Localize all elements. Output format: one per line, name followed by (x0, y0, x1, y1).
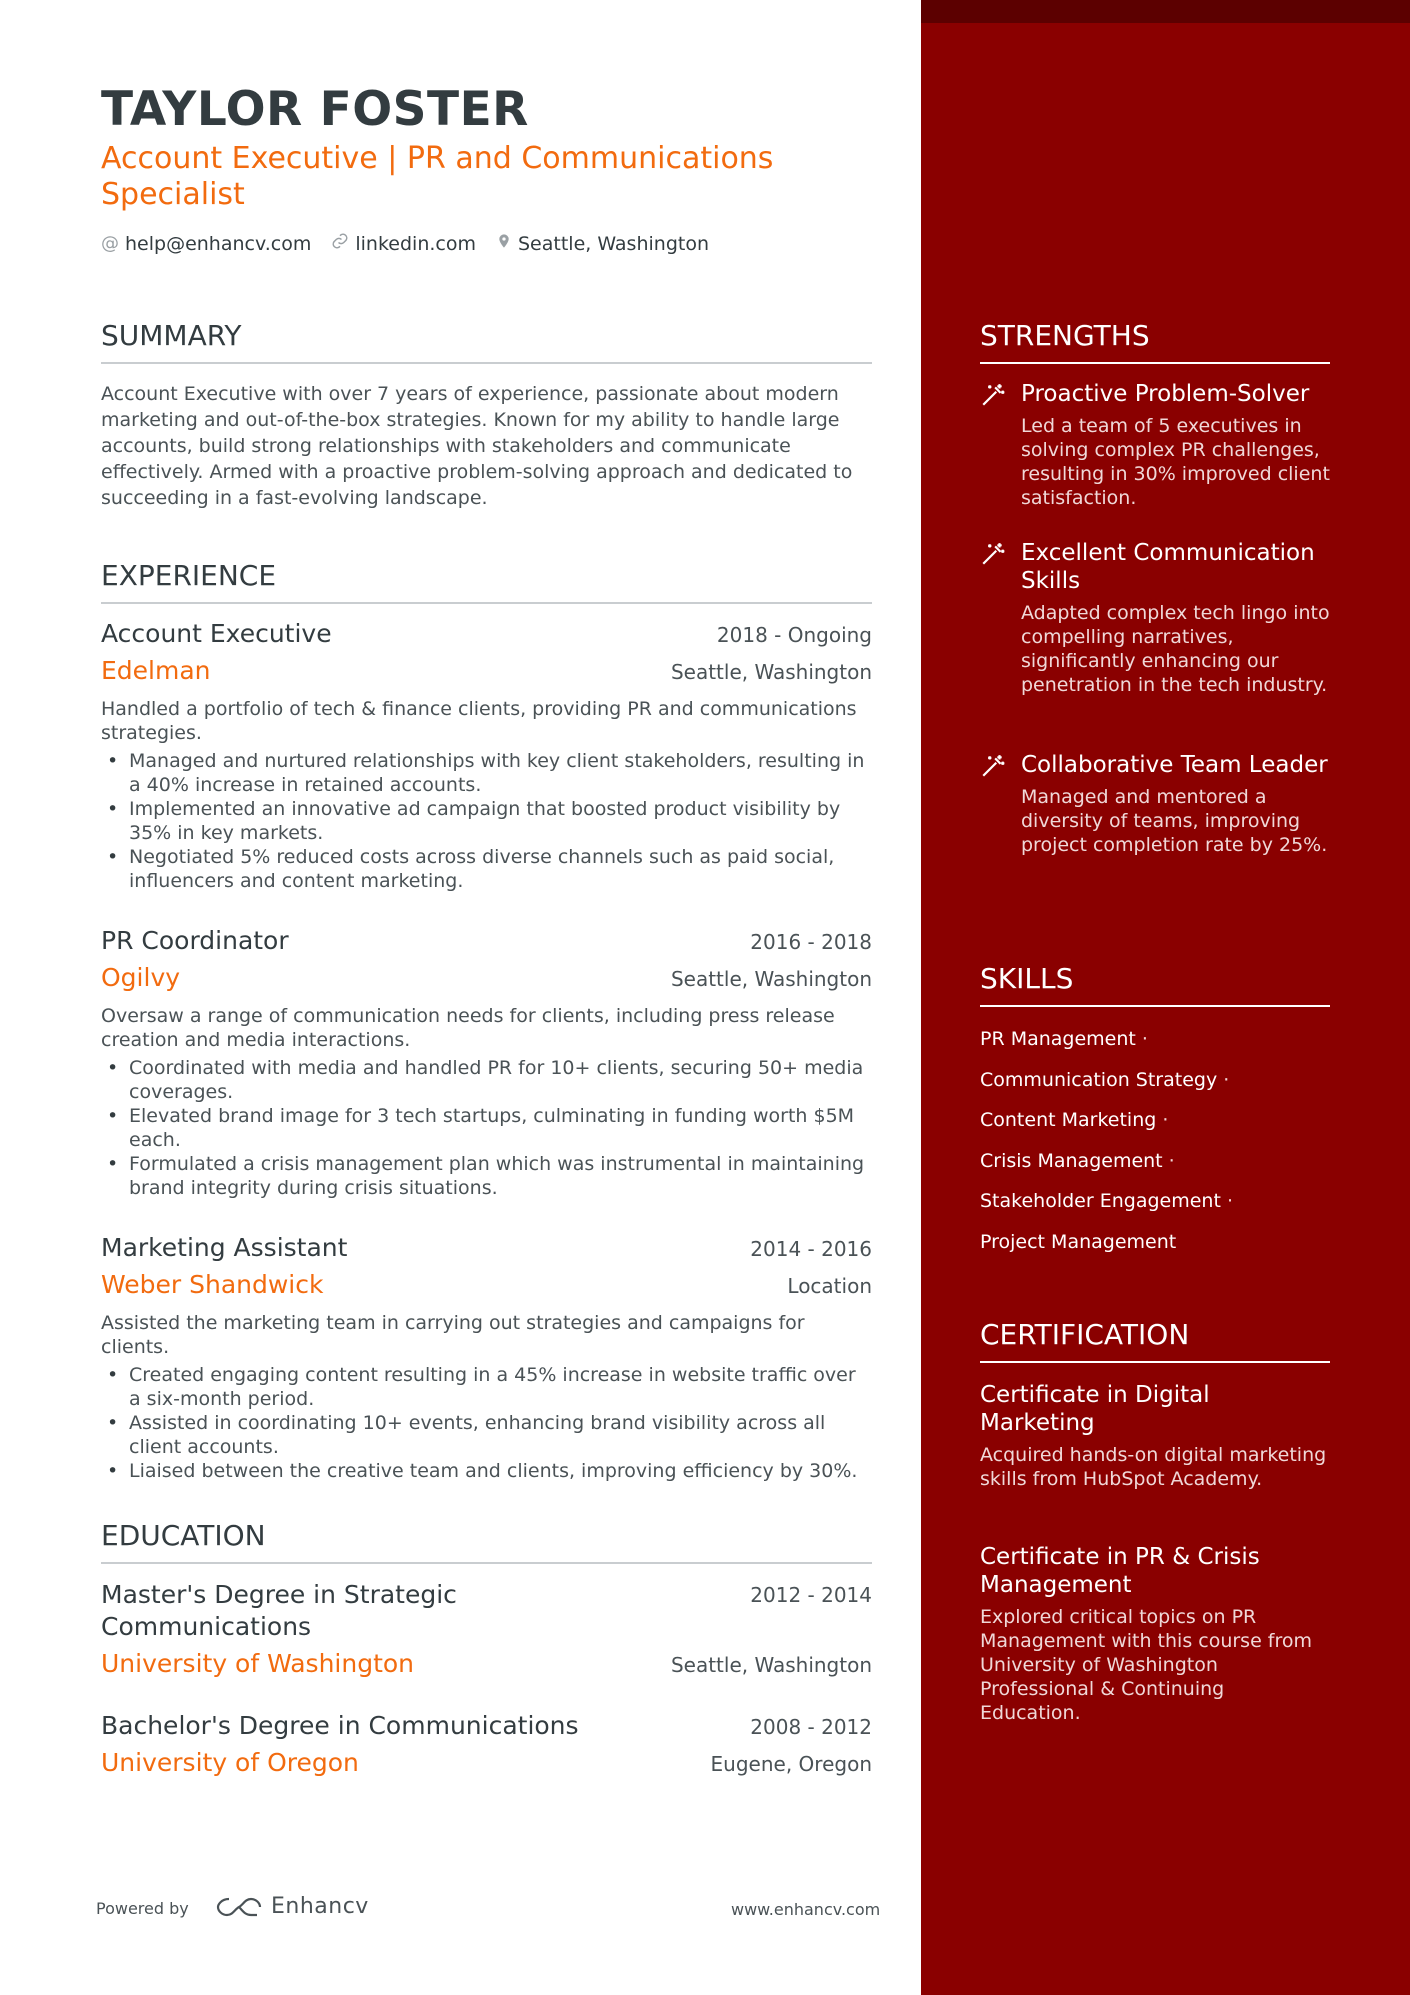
job-role: PR Coordinator (101, 926, 289, 955)
link-icon (331, 232, 349, 255)
skill-label: Crisis Management (980, 1149, 1163, 1172)
experience-item (101, 619, 872, 893)
enhancv-brand: Enhancv (271, 1894, 369, 1919)
edu-location: Seattle, Washington (670, 1653, 872, 1677)
edu-date: 2008 - 2012 (750, 1715, 872, 1739)
skill-item: Crisis Management · (980, 1149, 1175, 1172)
skill-label: Project Management (980, 1230, 1177, 1253)
edu-degree: Bachelor's Degree in Communications (101, 1711, 579, 1740)
job-bullet: • Elevated brand image for 3 tech startups, culminating in funding worth $5M each. (101, 1104, 872, 1152)
summary-heading: SUMMARY (101, 319, 872, 364)
cert-description: Explored critical topics on PR Management with this course from University of Washington Professional & Continuing Education. (980, 1606, 1313, 1724)
candidate-title: Account Executive | PR and Communications Specialist (101, 141, 774, 212)
experience-item (101, 1233, 872, 1483)
skill-label: Stakeholder Engagement (980, 1190, 1221, 1213)
job-role: Account Executive (101, 619, 332, 648)
contact-location-text: Seattle, Washington (518, 232, 709, 255)
edu-location: Eugene, Oregon (710, 1752, 872, 1776)
certification-item (980, 1543, 1330, 1725)
skills-heading: SKILLS (980, 962, 1330, 1007)
strength-item (980, 751, 1330, 857)
job-bullet: • Managed and nurtured relationships with key client stakeholders, resulting in a 40% increase in retained accounts. (101, 749, 872, 797)
strength-title: Collaborative Team Leader (1021, 752, 1328, 778)
skill-item: Content Marketing · (980, 1109, 1169, 1132)
job-bullet: • Formulated a crisis management plan which was instrumental in maintaining brand integrity during crisis situations. (101, 1152, 872, 1200)
magic-wand-icon (980, 382, 1006, 408)
job-date: 2014 - 2016 (750, 1237, 872, 1261)
edu-school: University of Washington (101, 1649, 415, 1678)
edu-school: University of Oregon (101, 1748, 359, 1777)
strength-item (980, 539, 1330, 697)
magic-wand-icon (980, 753, 1006, 779)
education-item (101, 1711, 872, 1777)
sidebar-top-bar (921, 0, 1410, 23)
certification-heading: CERTIFICATION (980, 1318, 1330, 1363)
job-role: Marketing Assistant (101, 1233, 348, 1262)
contact-info (101, 232, 729, 255)
skill-label: Content Marketing (980, 1109, 1157, 1132)
job-location: Location (787, 1274, 872, 1298)
job-bullets (101, 749, 872, 893)
location-pin-icon (496, 232, 512, 255)
cert-description: Acquired hands-on digital marketing skills from HubSpot Academy. (980, 1444, 1327, 1490)
job-company: Edelman (101, 656, 211, 685)
cert-title: Certificate in PR & Crisis Management (980, 1544, 1260, 1598)
job-description: Assisted the marketing team in carrying out strategies and campaigns for clients. (101, 1312, 805, 1358)
skill-label: Communication Strategy (980, 1068, 1218, 1091)
skill-item: Stakeholder Engagement · (980, 1190, 1233, 1213)
skill-item: PR Management · (980, 1028, 1148, 1050)
job-bullet: • Created engaging content resulting in a 45% increase in website traffic over a six-month period. (101, 1363, 872, 1411)
experience-heading: EXPERIENCE (101, 559, 872, 604)
education-heading: EDUCATION (101, 1519, 872, 1564)
certification-item (980, 1381, 1330, 1491)
job-bullet: • Liaised between the creative team and clients, improving efficiency by 30%. (101, 1459, 872, 1483)
edu-degree: Master's Degree in Strategic Communications (101, 1580, 457, 1641)
strengths-heading: STRENGTHS (980, 319, 1330, 364)
contact-location (496, 232, 709, 255)
education-item (101, 1579, 872, 1678)
strength-item (980, 380, 1330, 510)
sidebar (921, 0, 1410, 1995)
job-date: 2016 - 2018 (750, 930, 872, 954)
contact-linkedin[interactable] (331, 232, 476, 255)
job-location: Seattle, Washington (670, 967, 872, 991)
job-bullets (101, 1363, 872, 1483)
job-description: Oversaw a range of communication needs for clients, including press release creation and media interactions. (101, 1005, 835, 1051)
skill-item: Communication Strategy · (980, 1068, 1230, 1091)
job-bullet: • Negotiated 5% reduced costs across diverse channels such as paid social, influencers and content marketing. (101, 845, 872, 893)
experience-item (101, 926, 872, 1200)
magic-wand-icon (980, 541, 1006, 567)
job-company: Ogilvy (101, 963, 181, 992)
strength-description: Led a team of 5 executives in solving complex PR challenges, resulting in 30% improved client satisfaction. (1021, 415, 1330, 509)
at-icon: @ (101, 233, 119, 254)
strength-description: Adapted complex tech lingo into compelling narratives, significantly enhancing our penetration in the tech industry. (1021, 602, 1330, 696)
enhancv-logo[interactable] (215, 1894, 369, 1919)
job-company: Weber Shandwick (101, 1270, 324, 1299)
edu-date: 2012 - 2014 (750, 1583, 872, 1607)
skills-list (980, 1024, 1330, 1268)
contact-email[interactable] (101, 233, 311, 255)
skill-item (980, 1227, 1330, 1268)
skill-label: PR Management (980, 1028, 1136, 1050)
strength-title: Excellent Communication Skills (1021, 540, 1315, 594)
enhancv-logo-icon (215, 1895, 263, 1919)
summary-text: Account Executive with over 7 years of experience, passionate about modern marketing and out-of-the-box strategies. Known for my ability to handle large accounts, build strong relationships with stakeholders and communicate effectively. Armed with a proactive problem-solving approach and dedicated to succeeding in a fast-evolving landscape. (101, 383, 853, 509)
job-bullet: • Coordinated with media and handled PR for 10+ clients, securing 50+ media coverages. (101, 1056, 872, 1104)
job-location: Seattle, Washington (670, 660, 872, 684)
job-description: Handled a portfolio of tech & finance clients, providing PR and communications strategies. (101, 698, 857, 744)
job-date: 2018 - Ongoing (716, 623, 872, 647)
cert-title: Certificate in Digital Marketing (980, 1382, 1210, 1436)
contact-linkedin-text: linkedin.com (355, 232, 476, 255)
job-bullet: • Implemented an innovative ad campaign that boosted product visibility by 35% in key markets. (101, 797, 872, 845)
job-bullet: • Assisted in coordinating 10+ events, enhancing brand visibility across all client accounts. (101, 1411, 872, 1459)
strength-title: Proactive Problem-Solver (1021, 381, 1310, 407)
strength-description: Managed and mentored a diversity of teams, improving project completion rate by 25%. (1021, 786, 1328, 856)
contact-email-text: help@enhancv.com (125, 232, 312, 255)
job-bullets (101, 1056, 872, 1200)
footer-url[interactable]: www.enhancv.com (731, 1900, 881, 1919)
candidate-name: TAYLOR FOSTER (101, 82, 529, 137)
powered-by-label: Powered by (96, 1899, 189, 1918)
